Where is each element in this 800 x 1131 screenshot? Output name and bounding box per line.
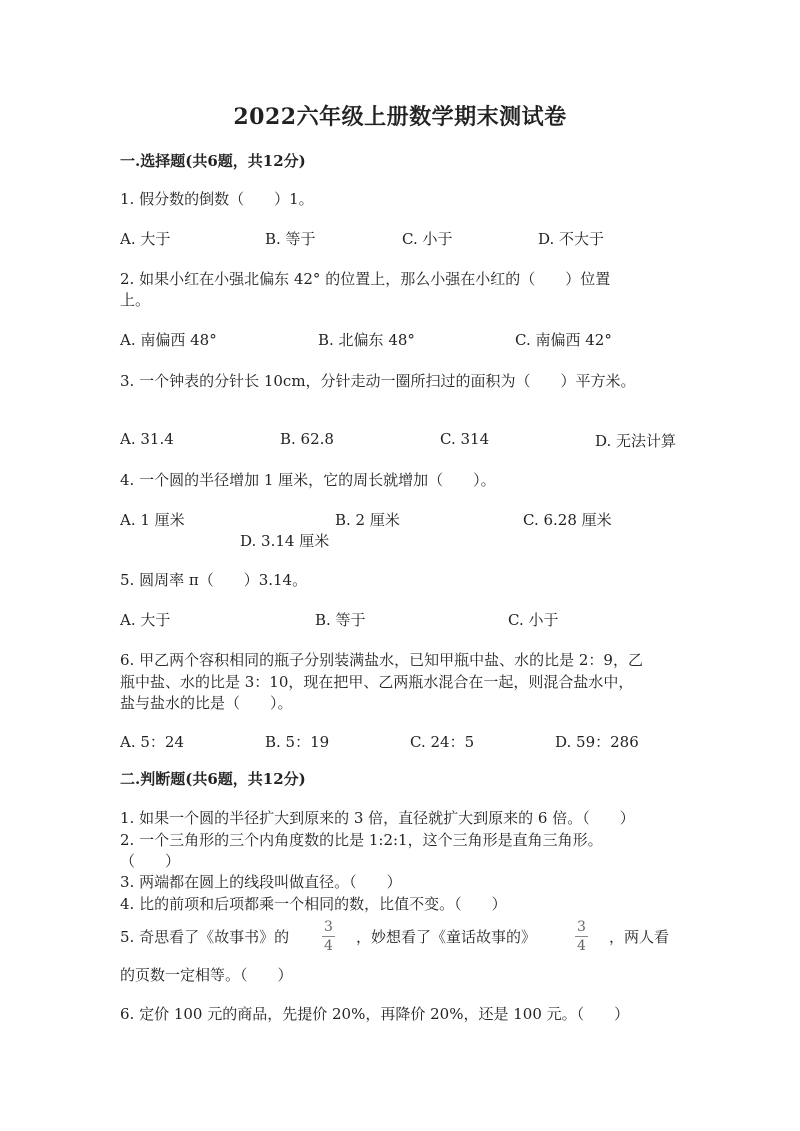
judge-question-5-part2: ，妙想看了《童话故事的》: [356, 928, 537, 946]
fraction-numerator: 3: [324, 919, 333, 935]
question-2-option-a: A. 南偏西 48°: [120, 331, 217, 349]
fraction-three-quarters-1: [322, 918, 335, 955]
judge-question-1: 1. 如果一个圆的半径扩大到原来的 3 倍，直径就扩大到原来的 6 倍。（ ）: [120, 809, 635, 827]
fraction-denominator: 4: [324, 938, 333, 954]
question-6-option-b: B. 5：19: [265, 733, 330, 751]
judge-question-4: 4. 比的前项和后项都乘一个相同的数，比值不变。（ ）: [120, 895, 507, 913]
section-heading-judge: 二.判断题(共6题，共12分): [120, 770, 306, 788]
question-6-stem-line2: 瓶中盐、水的比是 3：10，现在把甲、乙两瓶水混合在一起，则混合盐水中，: [120, 673, 634, 691]
judge-question-5-part1: 5. 奇思看了《故事书》的: [120, 928, 290, 946]
question-1-option-d: D. 不大于: [538, 230, 605, 248]
question-1-option-c: C. 小于: [402, 230, 453, 248]
judge-question-5-part3: ，两人看: [609, 928, 670, 946]
question-5-option-a: A. 大于: [120, 611, 171, 629]
question-6-option-d: D. 59：286: [555, 733, 639, 751]
question-5-stem: 5. 圆周率 π（ ）3.14。: [120, 571, 308, 589]
question-3-option-d: D. 无法计算: [595, 432, 677, 450]
question-3-option-a: A. 31.4: [120, 430, 174, 448]
question-2-stem-line1: 2. 如果小红在小强北偏东 42° 的位置上，那么小强在小红的（ ）位置: [120, 270, 611, 288]
question-4-option-c: C. 6.28 厘米: [523, 511, 612, 529]
page-title: 2022六年级上册数学期末测试卷: [233, 104, 567, 130]
question-1-option-b: B. 等于: [265, 230, 316, 248]
question-1-option-a: A. 大于: [120, 230, 171, 248]
question-3-stem: 3. 一个钟表的分针长 10cm，分针走动一圈所扫过的面积为（ ）平方米。: [120, 372, 636, 390]
question-2-stem-line2: 上。: [120, 291, 151, 309]
question-6-stem-line3: 盐与盐水的比是（ ）。: [120, 694, 293, 712]
question-6-option-c: C. 24：5: [410, 733, 475, 751]
judge-question-3: 3. 两端都在圆上的线段叫做直径。（ ）: [120, 873, 402, 891]
question-4-stem: 4. 一个圆的半径增加 1 厘米，它的周长就增加（ ）。: [120, 471, 496, 489]
question-4-option-b: B. 2 厘米: [335, 511, 400, 529]
question-5-option-b: B. 等于: [315, 611, 366, 629]
question-1-stem: 1. 假分数的倒数（ ）1。: [120, 190, 314, 208]
question-2-option-b: B. 北偏东 48°: [318, 331, 415, 349]
fraction-denominator: 4: [577, 938, 586, 954]
question-6-stem-line1: 6. 甲乙两个容积相同的瓶子分别装满盐水，已知甲瓶中盐、水的比是 2：9，乙: [120, 651, 643, 669]
judge-question-5-line2: 的页数一定相等。（ ）: [120, 966, 293, 984]
question-6-option-a: A. 5：24: [120, 733, 184, 751]
judge-question-2-line1: 2. 一个三角形的三个内角度数的比是 1:2:1，这个三角形是直角三角形。: [120, 831, 603, 849]
question-5-option-c: C. 小于: [508, 611, 559, 629]
question-3-option-b: B. 62.8: [280, 430, 334, 448]
question-4-option-d: D. 3.14 厘米: [240, 532, 330, 550]
question-3-option-c: C. 314: [440, 430, 490, 448]
question-4-option-a: A. 1 厘米: [120, 511, 185, 529]
question-2-option-c: C. 南偏西 42°: [515, 331, 612, 349]
fraction-three-quarters-2: [575, 918, 588, 955]
judge-question-6: 6. 定价 100 元的商品，先提价 20%，再降价 20%，还是 100 元。（ ）: [120, 1005, 630, 1023]
fraction-numerator: 3: [577, 919, 586, 935]
section-heading-choice: 一.选择题(共6题，共12分): [120, 152, 306, 170]
judge-question-2-line2: （ ）: [120, 852, 181, 870]
